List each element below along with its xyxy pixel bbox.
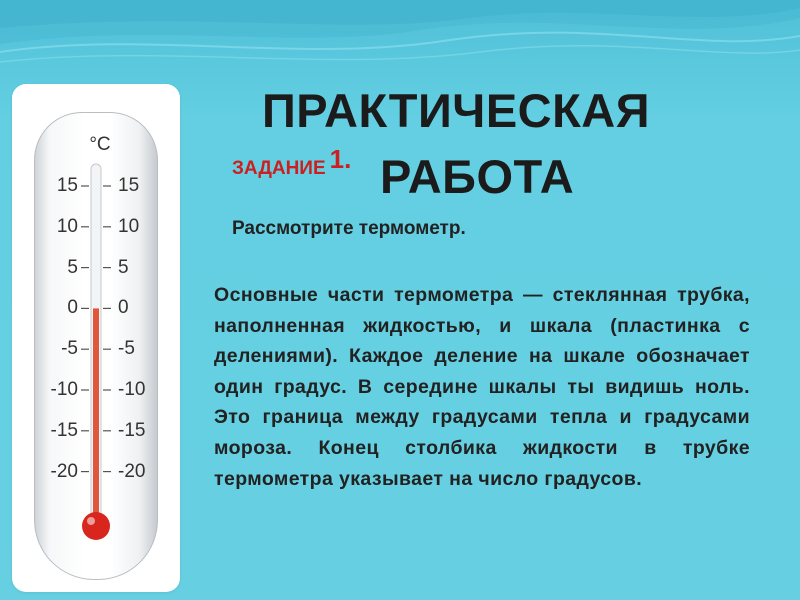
title-line-1: ПРАКТИЧЕСКАЯ [262, 84, 651, 137]
scale-label-right: -15 [118, 419, 146, 441]
body-paragraph: Основные части термометра — стеклянная трубка, наполненная жидкостью, и шкала (пластинка с делениями). Каждое деление на шкале обозначает один градус. В середине шкалы ты видишь ноль. Это граница между градусами тепла и градусами мороза. Конец столбика жидкости в трубке термометра указывает на число градусов. [214, 284, 750, 490]
instruction-text: Рассмотрите термометр. [232, 218, 466, 239]
unit-label: °C [89, 134, 111, 155]
scale-label-right: 10 [118, 215, 140, 237]
task-label [232, 144, 352, 181]
liquid-column [93, 308, 99, 526]
task-label-text: ЗАДАНИЕ [232, 158, 326, 179]
scale-label-left: 15 [56, 175, 78, 196]
scale-label-right: -5 [118, 338, 135, 360]
scale-label-right: 0 [118, 297, 129, 319]
scale-label-right: -20 [118, 460, 146, 482]
scale-label-left: 0 [67, 297, 78, 319]
scale-label-left: 10 [56, 215, 78, 237]
bulb-highlight [87, 517, 95, 525]
scale-label-left: 5 [67, 256, 78, 278]
scale-label-right: 15 [118, 175, 140, 196]
scale-label-left: -20 [50, 460, 78, 482]
scale-label-left: -10 [50, 379, 78, 400]
scale-label-left: -15 [50, 419, 78, 441]
scale-label-left: -5 [61, 338, 78, 360]
wave-decoration [0, 0, 800, 80]
thermometer-bulb [82, 512, 110, 540]
task-number: 1. [329, 144, 352, 174]
scale-label-right: -10 [118, 379, 146, 400]
scale-label-right: 5 [118, 256, 129, 278]
title-line-2: РАБОТА [380, 150, 575, 203]
